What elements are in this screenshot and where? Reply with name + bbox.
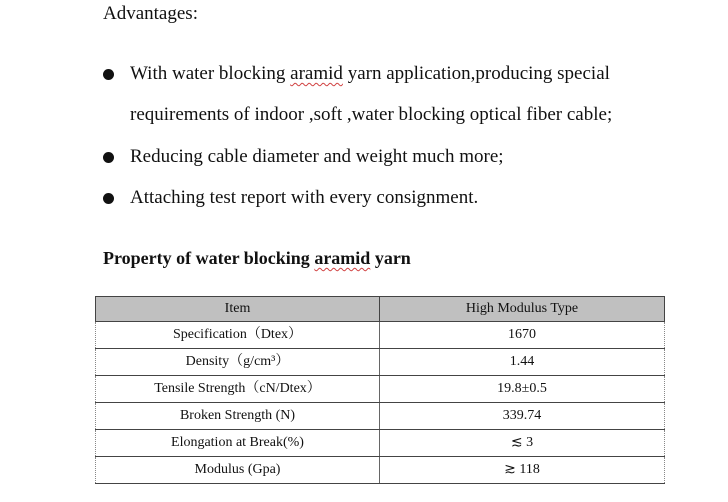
cell-value: 339.74 — [380, 403, 665, 430]
header-item: Item — [96, 297, 380, 322]
cell-item: Elongation at Break(%) — [96, 430, 380, 457]
bullet-icon — [103, 193, 114, 204]
table-row — [96, 376, 665, 403]
cell-item: Specification（Dtex） — [96, 322, 380, 349]
cell-item: Tensile Strength（cN/Dtex） — [96, 376, 380, 403]
header-high-modulus: High Modulus Type — [380, 297, 665, 322]
table-row — [96, 349, 665, 376]
cell-value: 19.8±0.5 — [380, 376, 665, 403]
bullet-icon — [103, 69, 114, 80]
cell-value: 1.44 — [380, 349, 665, 376]
table-row — [96, 457, 665, 484]
bullet-text-2: Reducing cable diameter and weight much more; — [130, 146, 504, 167]
cell-item: Density（g/cm³） — [96, 349, 380, 376]
cell-item: Broken Strength (N) — [96, 403, 380, 430]
bullet-text-1-line2: requirements of indoor ,soft ,water blocking optical fiber cable; — [130, 104, 613, 125]
bullet-text-1-flagged: aramid — [290, 63, 343, 84]
cell-value: ≳ 118 — [380, 457, 665, 484]
cell-value: 1670 — [380, 322, 665, 349]
bullet-text-1a: With water blocking — [130, 63, 291, 84]
section-title: Property of water blocking aramid yarn — [103, 248, 411, 268]
cell-item: Modulus (Gpa) — [96, 457, 380, 484]
table-row — [96, 430, 665, 457]
section-title-flagged: aramid — [314, 248, 371, 268]
cell-value: ≲ 3 — [380, 430, 665, 457]
bullet-text-1b: yarn application,producing special — [342, 63, 610, 84]
table-row — [96, 322, 665, 349]
table-header-row — [96, 297, 665, 322]
bullet-text-3: Attaching test report with every consignment. — [130, 187, 479, 208]
bullet-icon — [103, 152, 114, 163]
property-table — [95, 296, 665, 484]
table-row — [96, 403, 665, 430]
page-heading: Advantages: — [103, 3, 198, 24]
